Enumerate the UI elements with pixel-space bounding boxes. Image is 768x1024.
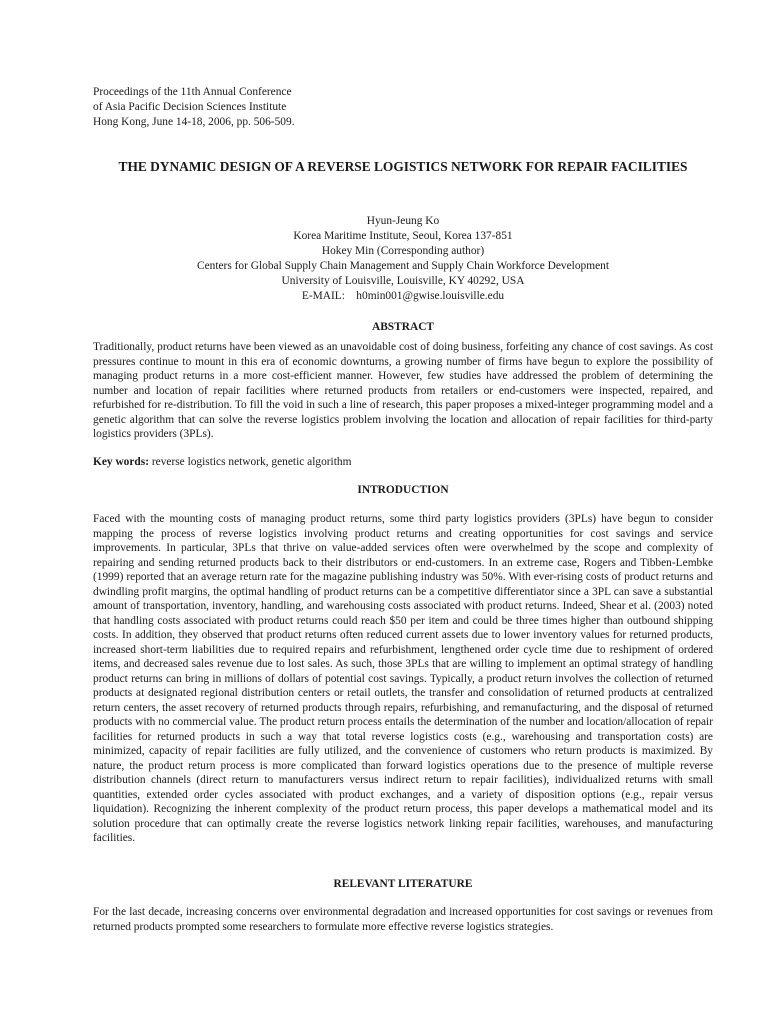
introduction-text: Faced with the mounting costs of managing product returns, some third party logistics providers (3PLs) have begun to consider mapping the process of reverse logistics involving product returns and creating opportunities for cost savings and service improvements. In particular, 3PLs that thrive on value-added services often were overwhelmed by the scope and complexity of repairing and sending returned products back to their distributors or end-customers. In an extreme case, Rogers and Tibben-Lembke (1999) reported that an average return rate for the magazine publishing industry was 50%. With ever-rising costs of product returns and dwindling profit margins, the optimal handling of product returns can be a competitive differentiator since a 3PL can save a substantial amount of transportation, inventory, handling, and warehousing costs associated with product returns. Indeed, Shear et al. (2003) noted that handling costs associated with product returns could reach $50 per item and could be three times higher than outbound shipping costs. In addition, they observed that product returns often reduced current assets due to lower inventory values for returned products, increased short-term liabilities due to required repairs and refurbishment, lengthened order cycle time due to reshipment of ordered items, and decreased sales revenue due to lost sales. As such, those 3PLs that are willing to implement an optimal strategy of handling product returns can bring in millions of dollars of potential cost savings. Typically, a product return involves the collection of returned products at designated regional distribution centers or retail outlets, the transfer and consolidation of returned products at centralized return centers, the asset recovery of returned products through repairs, refurbishing, and remanufacturing, and the disposal of returned products with no commercial value. The product return process entails the determination of the number and location/allocation of repair facilities for returned products in such a way that total reverse logistics costs (e.g., warehousing and transportation costs) are minimized, capacity of repair facilities are fully utilized, and the convenience of customers who return products is maximized. By nature, the product return process is more complicated than forward logistics operations due to the presence of multiple reverse distribution channels (direct return to manufacturers versus indirect return to repair facilities), individualized returns with small quantities, extended order cycles associated with product exchanges, and a variety of disposition options (e.g., repair versus liquidation). Recognizing the inherent complexity of the product return process, this paper develops a mathematical model and its solution procedure that can optimally create the reverse logistics network linking repair facilities, warehouses, and manufacturing facilities. [93,513,713,844]
author-email: E-MAIL: h0min001@gwise.louisville.edu [301,290,505,302]
abstract-text: Traditionally, product returns have been viewed as an unavoidable cost of doing business, forfeiting any chance of cost savings. As cost pressures continue to mount in this era of economic downturns, a growing number of firms have begun to explore the possibility of managing product returns in a more cost-efficient manner. However, few studies have addressed the problem of determining the number and location of repair facilities where returned products from retailers or end-customers were inspected, repaired, and refurbished for re-distribution. To fill the void in such a line of research, this paper proposes a mixed-integer programming model and a genetic algorithm that can solve the reverse logistics problem involving the location and allocation of repair facilities for third-party logistics providers (3PLs). [93,341,713,440]
introduction-heading: INTRODUCTION [357,484,449,496]
abstract-heading: ABSTRACT [371,321,435,333]
author-affiliation-2a: Centers for Global Supply Chain Management and Supply Chain Workforce Development [196,260,609,272]
proceedings-line-1: Proceedings of the 11th Annual Conference [93,86,292,98]
literature-text: For the last decade, increasing concerns over environmental degradation and increased opportunities for cost savings or revenues from returned products prompted some researchers to formulate more effective reverse logistics strategies. [93,906,713,933]
proceedings-line-3: Hong Kong, June 14-18, 2006, pp. 506-509. [93,116,295,128]
proceedings-header [93,85,295,130]
author-affiliation-2b: University of Louisville, Louisville, KY 40292, USA [281,275,525,287]
author-name-2: Hokey Min (Corresponding author) [321,245,485,257]
keywords [93,455,713,470]
proceedings-line-2: of Asia Pacific Decision Sciences Institute [93,101,287,113]
keywords-label: Key words: [93,456,149,468]
keywords-text: reverse logistics network, genetic algorithm [149,456,352,468]
author-affiliation-1: Korea Maritime Institute, Seoul, Korea 137-851 [293,230,513,242]
author-name-1: Hyun-Jeung Ko [366,215,440,227]
paper-title: THE DYNAMIC DESIGN OF A REVERSE LOGISTICS NETWORK FOR REPAIR FACILITIES [118,159,688,174]
literature-heading: RELEVANT LITERATURE [333,878,473,890]
author-block [93,214,713,304]
